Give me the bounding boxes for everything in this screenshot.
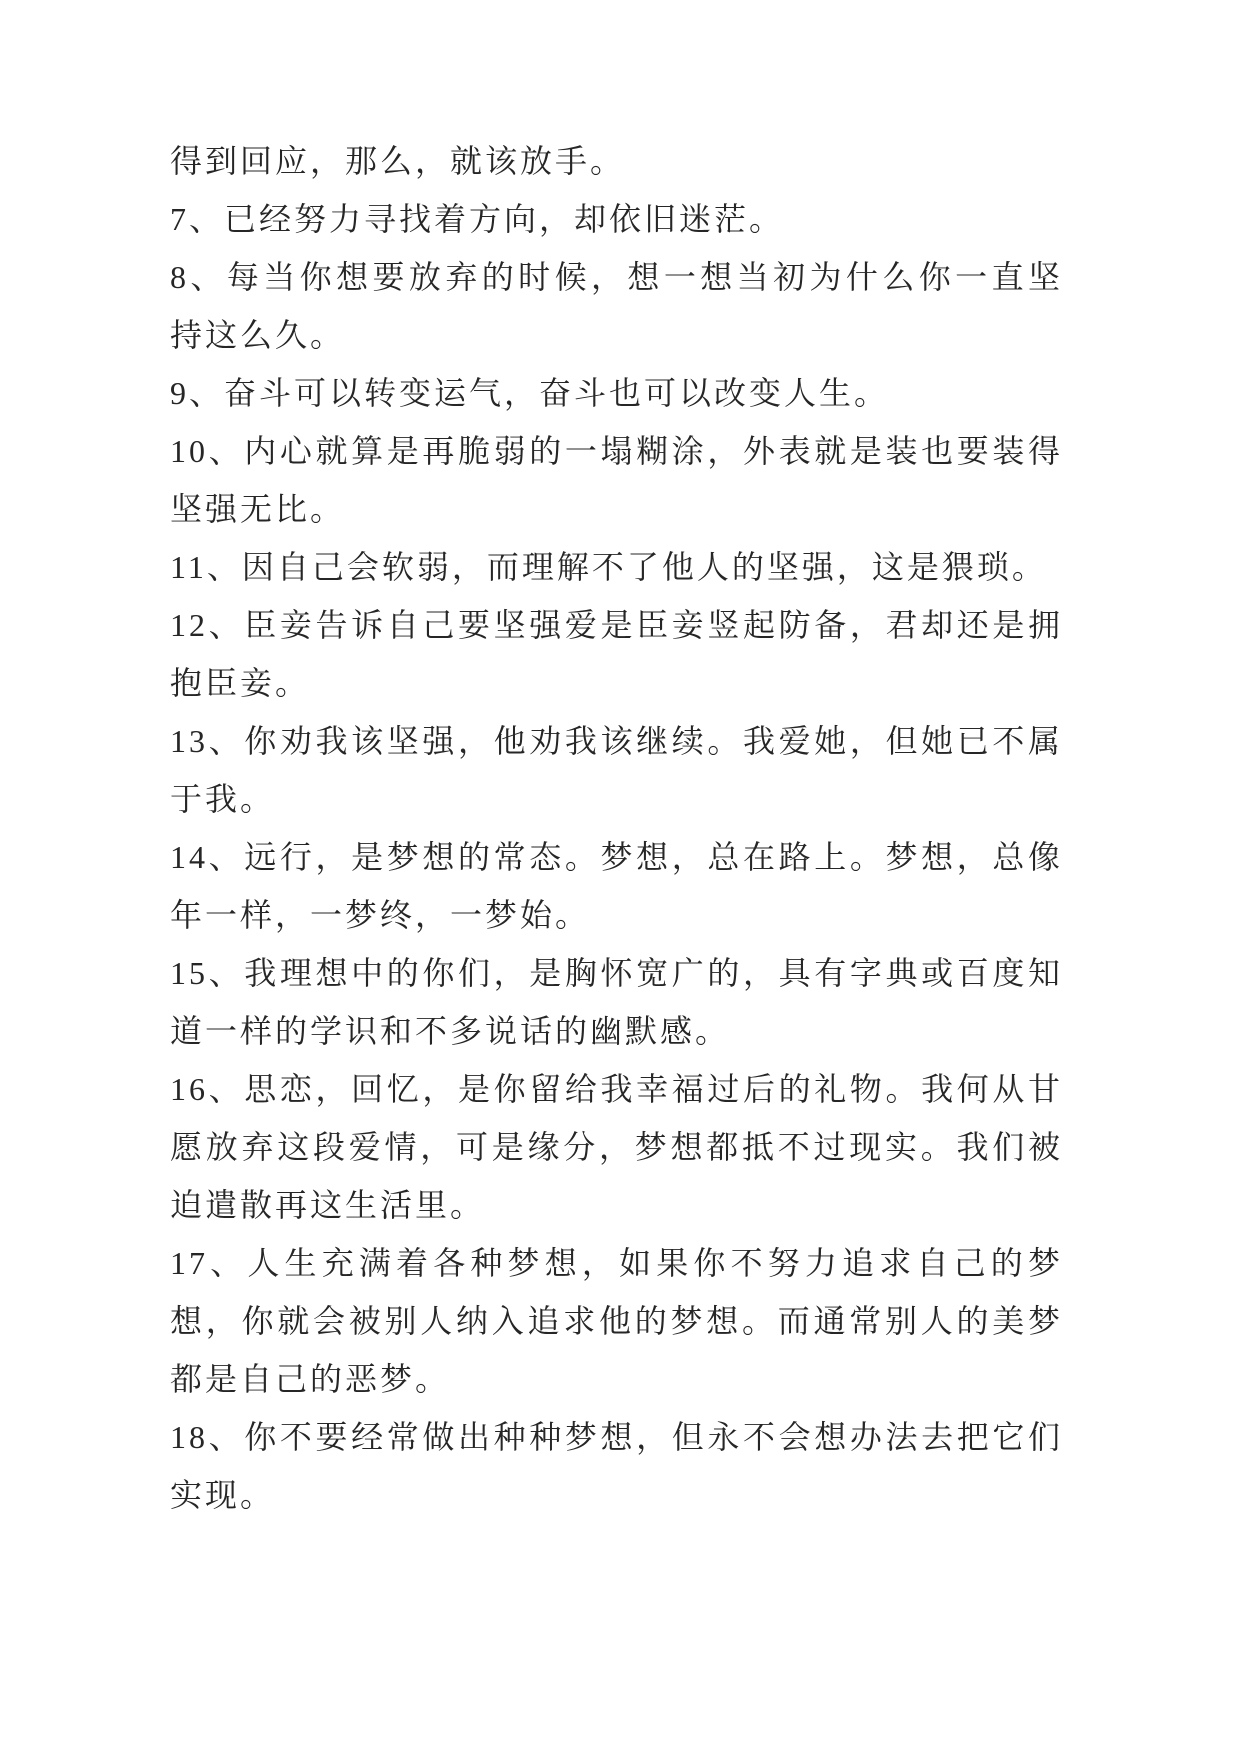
quote-paragraph: 15、我理想中的你们，是胸怀宽广的，具有字典或百度知道一样的学识和不多说话的幽默感。 bbox=[170, 955, 1063, 1049]
quote-paragraph: 7、已经努力寻找着方向，却依旧迷茫。 bbox=[170, 201, 785, 237]
quote-paragraph: 16、思恋，回忆，是你留给我幸福过后的礼物。我何从甘愿放弃这段爱情，可是缘分，梦想都抵不过现实。我们被迫遣散再这生活里。 bbox=[170, 1071, 1063, 1223]
quote-paragraph: 11、因自己会软弱，而理解不了他人的坚强，这是猥琐。 bbox=[170, 549, 1047, 585]
document-body bbox=[170, 132, 1063, 1524]
quote-paragraph: 17、人生充满着各种梦想，如果你不努力追求自己的梦想，你就会被别人纳入追求他的梦想。而通常别人的美梦都是自己的恶梦。 bbox=[170, 1245, 1063, 1397]
quote-paragraph: 得到回应，那么，就该放手。 bbox=[170, 143, 626, 179]
quote-paragraph: 14、远行，是梦想的常态。梦想，总在路上。梦想，总像年一样，一梦终，一梦始。 bbox=[170, 839, 1063, 933]
quote-paragraph: 12、臣妾告诉自己要坚强爱是臣妾竖起防备，君却还是拥抱臣妾。 bbox=[170, 607, 1063, 701]
quote-paragraph: 10、内心就算是再脆弱的一塌糊涂，外表就是装也要装得坚强无比。 bbox=[170, 433, 1063, 527]
quote-paragraph: 18、你不要经常做出种种梦想，但永不会想办法去把它们实现。 bbox=[170, 1419, 1063, 1513]
quote-paragraph: 9、奋斗可以转变运气，奋斗也可以改变人生。 bbox=[170, 375, 890, 411]
quote-paragraph: 8、每当你想要放弃的时候，想一想当初为什么你一直坚持这么久。 bbox=[170, 259, 1063, 353]
quote-paragraph: 13、你劝我该坚强，他劝我该继续。我爱她，但她已不属于我。 bbox=[170, 723, 1063, 817]
